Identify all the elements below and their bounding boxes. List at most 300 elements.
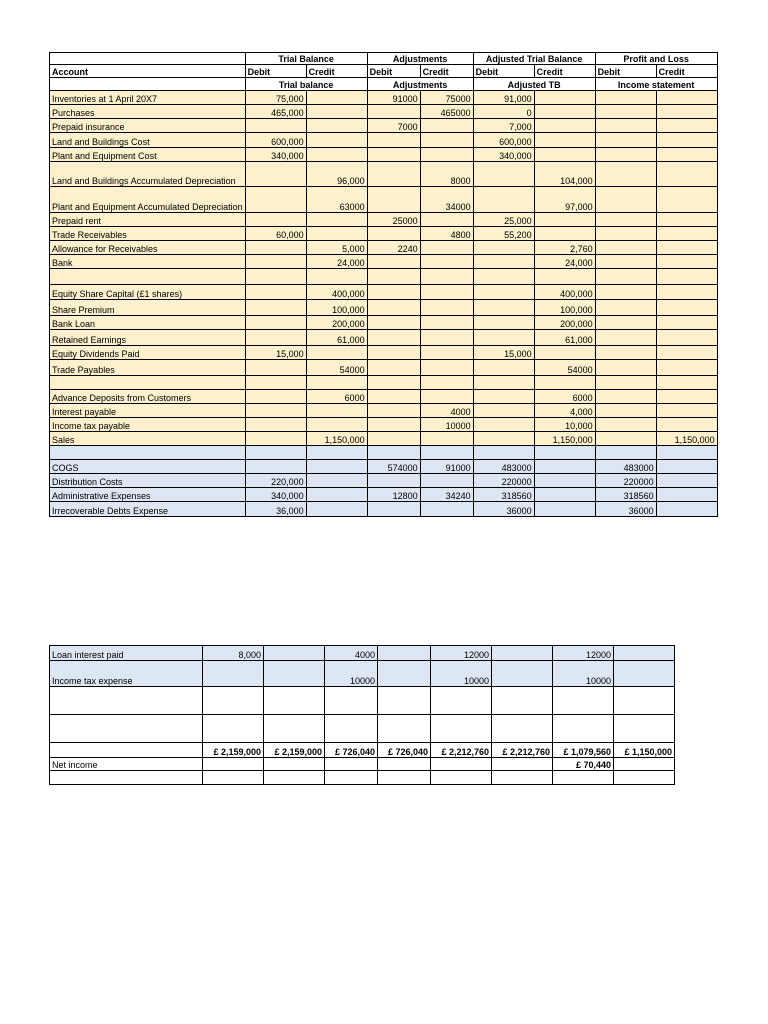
total-amount-cell[interactable]: £ 1,150,000 bbox=[614, 743, 675, 758]
amount-cell[interactable] bbox=[378, 758, 431, 771]
amount-cell[interactable] bbox=[595, 346, 656, 360]
amount-cell[interactable]: 97,000 bbox=[534, 187, 595, 213]
amount-cell[interactable]: 100,000 bbox=[534, 300, 595, 316]
amount-cell[interactable] bbox=[473, 360, 534, 376]
amount-cell[interactable] bbox=[245, 330, 306, 346]
amount-cell[interactable]: 318560 bbox=[595, 488, 656, 502]
amount-cell[interactable] bbox=[656, 269, 717, 285]
amount-cell[interactable] bbox=[306, 119, 367, 133]
amount-cell[interactable]: 1,150,000 bbox=[534, 432, 595, 446]
total-amount-cell[interactable]: £ 726,040 bbox=[378, 743, 431, 758]
group-header-adjusted-trial-balance[interactable]: Adjusted Trial Balance bbox=[473, 53, 595, 65]
amount-cell[interactable] bbox=[420, 300, 473, 316]
amount-cell[interactable]: 4800 bbox=[420, 227, 473, 241]
account-name-cell[interactable]: Plant and Equipment Accumulated Depreciation bbox=[50, 187, 246, 213]
amount-cell[interactable]: 6000 bbox=[534, 390, 595, 404]
account-name-cell[interactable] bbox=[50, 687, 203, 715]
amount-cell[interactable]: 12000 bbox=[431, 646, 492, 661]
amount-cell[interactable] bbox=[245, 187, 306, 213]
amount-cell[interactable] bbox=[367, 376, 420, 390]
amount-cell[interactable] bbox=[420, 346, 473, 360]
account-name-cell[interactable]: Sales bbox=[50, 432, 246, 446]
amount-cell[interactable] bbox=[473, 316, 534, 330]
amount-cell[interactable] bbox=[367, 474, 420, 488]
amount-cell[interactable] bbox=[595, 162, 656, 187]
amount-cell[interactable] bbox=[306, 376, 367, 390]
account-name-cell[interactable]: Bank Loan bbox=[50, 316, 246, 330]
amount-cell[interactable] bbox=[264, 687, 325, 715]
amount-cell[interactable] bbox=[420, 390, 473, 404]
amount-cell[interactable] bbox=[378, 661, 431, 687]
amount-cell[interactable] bbox=[473, 187, 534, 213]
amount-cell[interactable]: 318560 bbox=[473, 488, 534, 502]
amount-cell[interactable] bbox=[306, 133, 367, 148]
amount-cell[interactable] bbox=[595, 213, 656, 227]
amount-cell[interactable] bbox=[656, 316, 717, 330]
amount-cell[interactable] bbox=[245, 390, 306, 404]
amount-cell[interactable] bbox=[431, 771, 492, 785]
amount-cell[interactable]: 25000 bbox=[367, 213, 420, 227]
amount-cell[interactable] bbox=[306, 474, 367, 488]
amount-cell[interactable] bbox=[367, 227, 420, 241]
amount-cell[interactable] bbox=[264, 771, 325, 785]
amount-cell[interactable] bbox=[595, 316, 656, 330]
amount-cell[interactable]: 36000 bbox=[595, 502, 656, 517]
amount-cell[interactable] bbox=[534, 148, 595, 162]
account-name-cell[interactable] bbox=[50, 269, 246, 285]
amount-cell[interactable] bbox=[245, 404, 306, 418]
amount-cell[interactable] bbox=[367, 285, 420, 300]
amount-cell[interactable] bbox=[656, 446, 717, 460]
account-name-cell[interactable]: Share Premium bbox=[50, 300, 246, 316]
amount-cell[interactable] bbox=[306, 488, 367, 502]
amount-cell[interactable] bbox=[245, 360, 306, 376]
amount-cell[interactable] bbox=[367, 133, 420, 148]
amount-cell[interactable] bbox=[367, 330, 420, 346]
amount-cell[interactable] bbox=[306, 213, 367, 227]
account-name-cell[interactable]: Administrative Expenses bbox=[50, 488, 246, 502]
amount-cell[interactable] bbox=[534, 227, 595, 241]
amount-cell[interactable] bbox=[420, 432, 473, 446]
account-name-cell[interactable]: Land and Buildings Accumulated Depreciation bbox=[50, 162, 246, 187]
account-name-cell[interactable]: Plant and Equipment Cost bbox=[50, 148, 246, 162]
credit-header-cell[interactable]: Credit bbox=[656, 65, 717, 78]
amount-cell[interactable] bbox=[245, 162, 306, 187]
amount-cell[interactable] bbox=[492, 715, 553, 743]
amount-cell[interactable]: 600,000 bbox=[245, 133, 306, 148]
debit-header-cell[interactable]: Debit bbox=[367, 65, 420, 78]
amount-cell[interactable] bbox=[534, 502, 595, 517]
amount-cell[interactable]: 10000 bbox=[553, 661, 614, 687]
amount-cell[interactable]: 1,150,000 bbox=[306, 432, 367, 446]
account-name-cell[interactable]: Land and Buildings Cost bbox=[50, 133, 246, 148]
amount-cell[interactable] bbox=[656, 418, 717, 432]
amount-cell[interactable]: 600,000 bbox=[473, 133, 534, 148]
account-name-cell[interactable] bbox=[50, 715, 203, 743]
group-header-adjustments[interactable]: Adjustments bbox=[367, 53, 473, 65]
amount-cell[interactable] bbox=[534, 91, 595, 105]
amount-cell[interactable] bbox=[264, 646, 325, 661]
amount-cell[interactable]: 220000 bbox=[595, 474, 656, 488]
amount-cell[interactable]: 4000 bbox=[420, 404, 473, 418]
amount-cell[interactable] bbox=[420, 213, 473, 227]
account-name-cell[interactable] bbox=[50, 771, 203, 785]
amount-cell[interactable] bbox=[473, 255, 534, 269]
amount-cell[interactable] bbox=[656, 390, 717, 404]
amount-cell[interactable] bbox=[595, 390, 656, 404]
amount-cell[interactable]: 34240 bbox=[420, 488, 473, 502]
amount-cell[interactable]: 10000 bbox=[431, 661, 492, 687]
amount-cell[interactable] bbox=[420, 285, 473, 300]
amount-cell[interactable] bbox=[245, 418, 306, 432]
amount-cell[interactable] bbox=[595, 105, 656, 119]
amount-cell[interactable] bbox=[595, 227, 656, 241]
amount-cell[interactable] bbox=[656, 460, 717, 474]
account-name-cell[interactable]: Trade Payables bbox=[50, 360, 246, 376]
amount-cell[interactable] bbox=[656, 187, 717, 213]
amount-cell[interactable] bbox=[367, 300, 420, 316]
subgroup-header-income-statement[interactable]: Income statement bbox=[595, 78, 717, 91]
account-name-cell[interactable]: Allowance for Receivables bbox=[50, 241, 246, 255]
amount-cell[interactable]: 36000 bbox=[473, 502, 534, 517]
amount-cell[interactable] bbox=[656, 241, 717, 255]
amount-cell[interactable]: 2,760 bbox=[534, 241, 595, 255]
amount-cell[interactable] bbox=[614, 646, 675, 661]
amount-cell[interactable] bbox=[595, 404, 656, 418]
amount-cell[interactable]: 54000 bbox=[306, 360, 367, 376]
amount-cell[interactable] bbox=[595, 269, 656, 285]
amount-cell[interactable]: 483000 bbox=[473, 460, 534, 474]
debit-header-cell[interactable]: Debit bbox=[473, 65, 534, 78]
amount-cell[interactable] bbox=[306, 446, 367, 460]
amount-cell[interactable] bbox=[306, 418, 367, 432]
amount-cell[interactable] bbox=[553, 715, 614, 743]
net-income-amount-cell[interactable]: £ 70,440 bbox=[553, 758, 614, 771]
amount-cell[interactable] bbox=[420, 330, 473, 346]
amount-cell[interactable]: 8,000 bbox=[203, 646, 264, 661]
amount-cell[interactable] bbox=[614, 715, 675, 743]
amount-cell[interactable] bbox=[656, 404, 717, 418]
amount-cell[interactable] bbox=[367, 187, 420, 213]
amount-cell[interactable]: 91,000 bbox=[473, 91, 534, 105]
amount-cell[interactable] bbox=[306, 148, 367, 162]
amount-cell[interactable]: 104,000 bbox=[534, 162, 595, 187]
account-name-cell[interactable]: Trade Receivables bbox=[50, 227, 246, 241]
amount-cell[interactable] bbox=[595, 432, 656, 446]
amount-cell[interactable] bbox=[378, 687, 431, 715]
amount-cell[interactable] bbox=[367, 269, 420, 285]
amount-cell[interactable] bbox=[420, 255, 473, 269]
account-name-cell[interactable]: Inventories at 1 April 20X7 bbox=[50, 91, 246, 105]
amount-cell[interactable] bbox=[492, 771, 553, 785]
account-name-cell[interactable]: Purchases bbox=[50, 105, 246, 119]
amount-cell[interactable] bbox=[492, 687, 553, 715]
amount-cell[interactable]: 15,000 bbox=[245, 346, 306, 360]
group-header-trial-balance[interactable]: Trial Balance bbox=[245, 53, 367, 65]
amount-cell[interactable] bbox=[534, 213, 595, 227]
amount-cell[interactable] bbox=[595, 241, 656, 255]
amount-cell[interactable] bbox=[245, 460, 306, 474]
amount-cell[interactable]: 55,200 bbox=[473, 227, 534, 241]
amount-cell[interactable] bbox=[595, 187, 656, 213]
amount-cell[interactable] bbox=[431, 758, 492, 771]
amount-cell[interactable] bbox=[473, 285, 534, 300]
amount-cell[interactable] bbox=[534, 133, 595, 148]
amount-cell[interactable]: 15,000 bbox=[473, 346, 534, 360]
account-name-cell[interactable]: Equity Share Capital (£1 shares) bbox=[50, 285, 246, 300]
account-header-cell[interactable]: Account bbox=[50, 65, 246, 78]
amount-cell[interactable] bbox=[245, 316, 306, 330]
account-name-cell[interactable]: Prepaid insurance bbox=[50, 119, 246, 133]
amount-cell[interactable]: 63000 bbox=[306, 187, 367, 213]
amount-cell[interactable] bbox=[325, 687, 378, 715]
amount-cell[interactable]: 340,000 bbox=[473, 148, 534, 162]
amount-cell[interactable]: 340,000 bbox=[245, 148, 306, 162]
amount-cell[interactable] bbox=[367, 404, 420, 418]
total-amount-cell[interactable]: £ 2,212,760 bbox=[492, 743, 553, 758]
amount-cell[interactable] bbox=[306, 346, 367, 360]
amount-cell[interactable] bbox=[595, 91, 656, 105]
amount-cell[interactable] bbox=[264, 661, 325, 687]
amount-cell[interactable] bbox=[473, 269, 534, 285]
net-income-label-cell[interactable]: Net income bbox=[50, 758, 203, 771]
amount-cell[interactable] bbox=[473, 162, 534, 187]
amount-cell[interactable] bbox=[595, 418, 656, 432]
account-name-cell[interactable]: Interest payable bbox=[50, 404, 246, 418]
amount-cell[interactable] bbox=[367, 162, 420, 187]
amount-cell[interactable] bbox=[656, 330, 717, 346]
amount-cell[interactable] bbox=[656, 133, 717, 148]
amount-cell[interactable] bbox=[306, 105, 367, 119]
amount-cell[interactable] bbox=[656, 346, 717, 360]
amount-cell[interactable]: 96,000 bbox=[306, 162, 367, 187]
account-name-cell[interactable]: Advance Deposits from Customers bbox=[50, 390, 246, 404]
amount-cell[interactable]: 8000 bbox=[420, 162, 473, 187]
amount-cell[interactable] bbox=[656, 285, 717, 300]
amount-cell[interactable] bbox=[203, 758, 264, 771]
group-header-profit-and-loss[interactable]: Profit and Loss bbox=[595, 53, 717, 65]
amount-cell[interactable] bbox=[492, 661, 553, 687]
amount-cell[interactable] bbox=[367, 360, 420, 376]
amount-cell[interactable] bbox=[614, 771, 675, 785]
amount-cell[interactable]: 75000 bbox=[420, 91, 473, 105]
amount-cell[interactable]: 340,000 bbox=[245, 488, 306, 502]
totals-label-cell[interactable] bbox=[50, 743, 203, 758]
amount-cell[interactable]: 10000 bbox=[325, 661, 378, 687]
amount-cell[interactable]: 7,000 bbox=[473, 119, 534, 133]
amount-cell[interactable]: 4,000 bbox=[534, 404, 595, 418]
amount-cell[interactable] bbox=[245, 213, 306, 227]
amount-cell[interactable] bbox=[534, 269, 595, 285]
account-name-cell[interactable]: Bank bbox=[50, 255, 246, 269]
amount-cell[interactable] bbox=[378, 771, 431, 785]
amount-cell[interactable]: 75,000 bbox=[245, 91, 306, 105]
amount-cell[interactable]: 574000 bbox=[367, 460, 420, 474]
amount-cell[interactable] bbox=[595, 285, 656, 300]
amount-cell[interactable]: 465000 bbox=[420, 105, 473, 119]
amount-cell[interactable]: 12800 bbox=[367, 488, 420, 502]
amount-cell[interactable] bbox=[325, 715, 378, 743]
amount-cell[interactable] bbox=[306, 460, 367, 474]
amount-cell[interactable] bbox=[656, 502, 717, 517]
amount-cell[interactable] bbox=[656, 162, 717, 187]
amount-cell[interactable] bbox=[420, 474, 473, 488]
amount-cell[interactable] bbox=[473, 330, 534, 346]
amount-cell[interactable] bbox=[534, 119, 595, 133]
amount-cell[interactable] bbox=[473, 390, 534, 404]
amount-cell[interactable]: 465,000 bbox=[245, 105, 306, 119]
amount-cell[interactable] bbox=[595, 446, 656, 460]
amount-cell[interactable]: 24,000 bbox=[306, 255, 367, 269]
amount-cell[interactable]: 12000 bbox=[553, 646, 614, 661]
amount-cell[interactable]: 220000 bbox=[473, 474, 534, 488]
amount-cell[interactable] bbox=[420, 360, 473, 376]
amount-cell[interactable] bbox=[420, 148, 473, 162]
amount-cell[interactable] bbox=[367, 446, 420, 460]
amount-cell[interactable] bbox=[492, 758, 553, 771]
amount-cell[interactable] bbox=[367, 255, 420, 269]
amount-cell[interactable]: 36,000 bbox=[245, 502, 306, 517]
amount-cell[interactable] bbox=[473, 376, 534, 390]
amount-cell[interactable]: 5,000 bbox=[306, 241, 367, 255]
amount-cell[interactable]: 10,000 bbox=[534, 418, 595, 432]
amount-cell[interactable] bbox=[245, 300, 306, 316]
amount-cell[interactable] bbox=[656, 148, 717, 162]
amount-cell[interactable] bbox=[656, 474, 717, 488]
amount-cell[interactable]: 61,000 bbox=[306, 330, 367, 346]
debit-header-cell[interactable]: Debit bbox=[595, 65, 656, 78]
amount-cell[interactable] bbox=[473, 432, 534, 446]
amount-cell[interactable] bbox=[534, 105, 595, 119]
amount-cell[interactable] bbox=[203, 661, 264, 687]
account-name-cell[interactable]: Loan interest paid bbox=[50, 646, 203, 661]
amount-cell[interactable] bbox=[595, 133, 656, 148]
amount-cell[interactable] bbox=[245, 119, 306, 133]
amount-cell[interactable]: 34000 bbox=[420, 187, 473, 213]
amount-cell[interactable] bbox=[656, 213, 717, 227]
amount-cell[interactable] bbox=[595, 148, 656, 162]
amount-cell[interactable] bbox=[656, 91, 717, 105]
amount-cell[interactable] bbox=[656, 119, 717, 133]
amount-cell[interactable] bbox=[245, 376, 306, 390]
amount-cell[interactable] bbox=[420, 446, 473, 460]
amount-cell[interactable] bbox=[245, 255, 306, 269]
amount-cell[interactable] bbox=[203, 715, 264, 743]
amount-cell[interactable] bbox=[367, 148, 420, 162]
subgroup-header-adjusted-tb[interactable]: Adjusted TB bbox=[473, 78, 595, 91]
amount-cell[interactable] bbox=[264, 715, 325, 743]
amount-cell[interactable] bbox=[245, 432, 306, 446]
amount-cell[interactable] bbox=[656, 227, 717, 241]
subgroup-header-adjustments[interactable]: Adjustments bbox=[367, 78, 473, 91]
amount-cell[interactable] bbox=[420, 241, 473, 255]
amount-cell[interactable]: 24,000 bbox=[534, 255, 595, 269]
amount-cell[interactable] bbox=[306, 404, 367, 418]
amount-cell[interactable] bbox=[367, 390, 420, 404]
amount-cell[interactable] bbox=[595, 376, 656, 390]
amount-cell[interactable]: 200,000 bbox=[306, 316, 367, 330]
amount-cell[interactable]: 0 bbox=[473, 105, 534, 119]
amount-cell[interactable] bbox=[595, 300, 656, 316]
amount-cell[interactable] bbox=[473, 446, 534, 460]
amount-cell[interactable] bbox=[534, 474, 595, 488]
amount-cell[interactable]: 100,000 bbox=[306, 300, 367, 316]
amount-cell[interactable] bbox=[367, 105, 420, 119]
account-name-cell[interactable]: Retained Earnings bbox=[50, 330, 246, 346]
amount-cell[interactable]: 220,000 bbox=[245, 474, 306, 488]
account-name-cell[interactable] bbox=[50, 376, 246, 390]
total-amount-cell[interactable]: £ 1,079,560 bbox=[553, 743, 614, 758]
amount-cell[interactable] bbox=[473, 418, 534, 432]
amount-cell[interactable] bbox=[306, 502, 367, 517]
amount-cell[interactable] bbox=[245, 241, 306, 255]
account-name-cell[interactable]: Income tax expense bbox=[50, 661, 203, 687]
amount-cell[interactable] bbox=[203, 687, 264, 715]
account-name-cell[interactable] bbox=[50, 446, 246, 460]
amount-cell[interactable]: 60,000 bbox=[245, 227, 306, 241]
total-amount-cell[interactable]: £ 2,212,760 bbox=[431, 743, 492, 758]
amount-cell[interactable] bbox=[553, 687, 614, 715]
amount-cell[interactable]: 10000 bbox=[420, 418, 473, 432]
amount-cell[interactable] bbox=[378, 646, 431, 661]
subgroup-header-trial-balance[interactable]: Trial balance bbox=[245, 78, 367, 91]
amount-cell[interactable] bbox=[656, 376, 717, 390]
amount-cell[interactable] bbox=[534, 376, 595, 390]
amount-cell[interactable] bbox=[656, 255, 717, 269]
amount-cell[interactable] bbox=[595, 360, 656, 376]
amount-cell[interactable] bbox=[656, 105, 717, 119]
account-name-cell[interactable]: Distribution Costs bbox=[50, 474, 246, 488]
header-corner-cell[interactable] bbox=[50, 53, 246, 65]
subgroup-corner-cell[interactable] bbox=[50, 78, 246, 91]
amount-cell[interactable] bbox=[367, 418, 420, 432]
credit-header-cell[interactable]: Credit bbox=[306, 65, 367, 78]
amount-cell[interactable] bbox=[431, 687, 492, 715]
amount-cell[interactable]: 400,000 bbox=[534, 285, 595, 300]
amount-cell[interactable] bbox=[378, 715, 431, 743]
amount-cell[interactable] bbox=[325, 758, 378, 771]
amount-cell[interactable] bbox=[534, 346, 595, 360]
amount-cell[interactable] bbox=[245, 446, 306, 460]
amount-cell[interactable]: 6000 bbox=[306, 390, 367, 404]
amount-cell[interactable] bbox=[420, 502, 473, 517]
amount-cell[interactable]: 25,000 bbox=[473, 213, 534, 227]
amount-cell[interactable] bbox=[614, 687, 675, 715]
total-amount-cell[interactable]: £ 2,159,000 bbox=[264, 743, 325, 758]
amount-cell[interactable] bbox=[595, 330, 656, 346]
amount-cell[interactable] bbox=[595, 119, 656, 133]
amount-cell[interactable] bbox=[492, 646, 553, 661]
amount-cell[interactable] bbox=[245, 269, 306, 285]
amount-cell[interactable]: 61,000 bbox=[534, 330, 595, 346]
total-amount-cell[interactable]: £ 726,040 bbox=[325, 743, 378, 758]
debit-header-cell[interactable]: Debit bbox=[245, 65, 306, 78]
amount-cell[interactable]: 54000 bbox=[534, 360, 595, 376]
amount-cell[interactable]: 1,150,000 bbox=[656, 432, 717, 446]
amount-cell[interactable] bbox=[614, 661, 675, 687]
amount-cell[interactable] bbox=[203, 771, 264, 785]
account-name-cell[interactable]: Prepaid rent bbox=[50, 213, 246, 227]
amount-cell[interactable] bbox=[420, 269, 473, 285]
amount-cell[interactable]: 7000 bbox=[367, 119, 420, 133]
total-amount-cell[interactable]: £ 2,159,000 bbox=[203, 743, 264, 758]
amount-cell[interactable] bbox=[420, 376, 473, 390]
credit-header-cell[interactable]: Credit bbox=[534, 65, 595, 78]
amount-cell[interactable] bbox=[431, 715, 492, 743]
amount-cell[interactable]: 91000 bbox=[367, 91, 420, 105]
amount-cell[interactable] bbox=[420, 316, 473, 330]
account-name-cell[interactable]: Irrecoverable Debts Expense bbox=[50, 502, 246, 517]
